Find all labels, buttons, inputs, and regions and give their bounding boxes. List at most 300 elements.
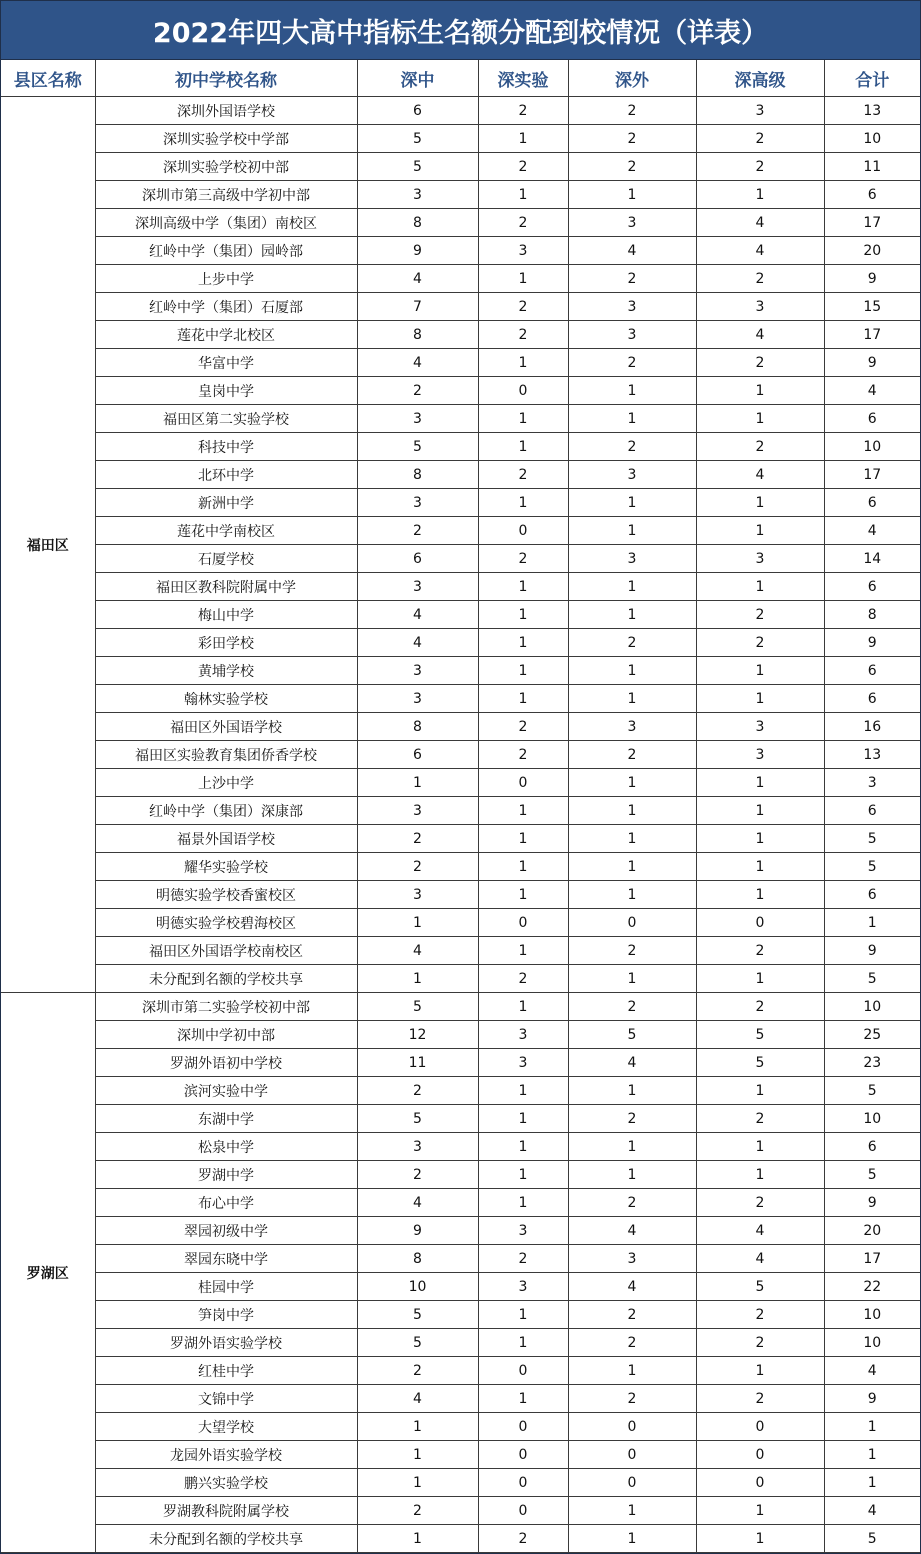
shenshiyan-cell: 1 <box>478 1189 568 1217</box>
shengaoji-cell: 5 <box>696 1273 824 1301</box>
total-cell: 6 <box>824 181 920 209</box>
table-row <box>1 993 920 1021</box>
table-row <box>1 125 920 153</box>
school-name-cell: 罗湖中学 <box>95 1161 357 1189</box>
shengaoji-cell: 2 <box>696 1189 824 1217</box>
total-cell: 6 <box>824 685 920 713</box>
shengaoji-cell: 4 <box>696 461 824 489</box>
school-name-cell: 深圳市第三高级中学初中部 <box>95 181 357 209</box>
total-cell: 10 <box>824 1301 920 1329</box>
shenshiyan-cell: 1 <box>478 1301 568 1329</box>
shengaoji-cell: 2 <box>696 125 824 153</box>
total-cell: 10 <box>824 1329 920 1357</box>
school-name-cell: 未分配到名额的学校共享 <box>95 1525 357 1553</box>
school-name-cell: 东湖中学 <box>95 1105 357 1133</box>
table-row <box>1 601 920 629</box>
table-row <box>1 1413 920 1441</box>
page-title: 2022年四大高中指标生名额分配到校情况（详表） <box>1 1 920 60</box>
school-name-cell: 新洲中学 <box>95 489 357 517</box>
table-row <box>1 377 920 405</box>
shenwai-cell: 2 <box>568 1301 696 1329</box>
shenzhong-cell: 4 <box>357 265 478 293</box>
table-row <box>1 1497 920 1525</box>
school-name-cell: 布心中学 <box>95 1189 357 1217</box>
shengaoji-cell: 5 <box>696 1021 824 1049</box>
school-name-cell: 石厦学校 <box>95 545 357 573</box>
shenshiyan-cell: 3 <box>478 1049 568 1077</box>
shengaoji-cell: 4 <box>696 237 824 265</box>
header-shenzhong: 深中 <box>357 60 478 97</box>
school-name-cell: 红岭中学（集团）石厦部 <box>95 293 357 321</box>
shenshiyan-cell: 2 <box>478 965 568 993</box>
shengaoji-cell: 2 <box>696 1385 824 1413</box>
shenshiyan-cell: 3 <box>478 1273 568 1301</box>
total-cell: 17 <box>824 209 920 237</box>
table-row <box>1 937 920 965</box>
shenwai-cell: 1 <box>568 573 696 601</box>
table-row <box>1 965 920 993</box>
shenwai-cell: 2 <box>568 937 696 965</box>
shenshiyan-cell: 1 <box>478 881 568 909</box>
shenwai-cell: 2 <box>568 265 696 293</box>
table-row <box>1 545 920 573</box>
school-name-cell: 罗湖教科院附属学校 <box>95 1497 357 1525</box>
school-name-cell: 梅山中学 <box>95 601 357 629</box>
shenzhong-cell: 8 <box>357 209 478 237</box>
total-cell: 1 <box>824 1441 920 1469</box>
total-cell: 11 <box>824 153 920 181</box>
school-name-cell: 松泉中学 <box>95 1133 357 1161</box>
total-cell: 6 <box>824 657 920 685</box>
school-name-cell: 科技中学 <box>95 433 357 461</box>
table-row <box>1 909 920 937</box>
shenshiyan-cell: 2 <box>478 1525 568 1553</box>
total-cell: 3 <box>824 769 920 797</box>
total-cell: 14 <box>824 545 920 573</box>
shengaoji-cell: 1 <box>696 1525 824 1553</box>
table-row <box>1 1525 920 1553</box>
shenshiyan-cell: 0 <box>478 1469 568 1497</box>
shengaoji-cell: 1 <box>696 1357 824 1385</box>
school-name-cell: 鹏兴实验学校 <box>95 1469 357 1497</box>
shengaoji-cell: 5 <box>696 1049 824 1077</box>
shenshiyan-cell: 0 <box>478 1441 568 1469</box>
shenwai-cell: 4 <box>568 1217 696 1245</box>
school-name-cell: 福田区外国语学校 <box>95 713 357 741</box>
shenzhong-cell: 3 <box>357 685 478 713</box>
quota-table <box>1 60 920 1553</box>
shengaoji-cell: 1 <box>696 377 824 405</box>
shengaoji-cell: 1 <box>696 965 824 993</box>
table-row <box>1 657 920 685</box>
table-row <box>1 1105 920 1133</box>
shenshiyan-cell: 1 <box>478 265 568 293</box>
table-row <box>1 237 920 265</box>
shenshiyan-cell: 1 <box>478 489 568 517</box>
total-cell: 10 <box>824 125 920 153</box>
school-name-cell: 红岭中学（集团）深康部 <box>95 797 357 825</box>
shenshiyan-cell: 2 <box>478 545 568 573</box>
shenshiyan-cell: 0 <box>478 1497 568 1525</box>
shenzhong-cell: 5 <box>357 153 478 181</box>
total-cell: 10 <box>824 433 920 461</box>
shenwai-cell: 2 <box>568 1105 696 1133</box>
shenshiyan-cell: 1 <box>478 853 568 881</box>
table-row <box>1 1301 920 1329</box>
total-cell: 10 <box>824 993 920 1021</box>
shengaoji-cell: 3 <box>696 293 824 321</box>
shenwai-cell: 1 <box>568 1497 696 1525</box>
shenzhong-cell: 2 <box>357 517 478 545</box>
school-name-cell: 罗湖外语初中学校 <box>95 1049 357 1077</box>
total-cell: 17 <box>824 461 920 489</box>
shenwai-cell: 3 <box>568 461 696 489</box>
school-name-cell: 华富中学 <box>95 349 357 377</box>
shengaoji-cell: 2 <box>696 265 824 293</box>
shenshiyan-cell: 2 <box>478 461 568 489</box>
total-cell: 4 <box>824 1497 920 1525</box>
shenzhong-cell: 1 <box>357 1469 478 1497</box>
shenshiyan-cell: 0 <box>478 517 568 545</box>
school-name-cell: 上沙中学 <box>95 769 357 797</box>
shenzhong-cell: 1 <box>357 965 478 993</box>
shenwai-cell: 2 <box>568 1329 696 1357</box>
total-cell: 5 <box>824 825 920 853</box>
shenshiyan-cell: 1 <box>478 993 568 1021</box>
total-cell: 5 <box>824 853 920 881</box>
shenshiyan-cell: 1 <box>478 1385 568 1413</box>
total-cell: 6 <box>824 573 920 601</box>
table-row <box>1 349 920 377</box>
total-cell: 6 <box>824 1133 920 1161</box>
shenwai-cell: 1 <box>568 1077 696 1105</box>
header-school: 初中学校名称 <box>95 60 357 97</box>
shengaoji-cell: 1 <box>696 405 824 433</box>
shengaoji-cell: 2 <box>696 1301 824 1329</box>
school-name-cell: 翠园初级中学 <box>95 1217 357 1245</box>
shenshiyan-cell: 0 <box>478 769 568 797</box>
shenzhong-cell: 4 <box>357 349 478 377</box>
shengaoji-cell: 2 <box>696 349 824 377</box>
shenshiyan-cell: 1 <box>478 937 568 965</box>
total-cell: 5 <box>824 965 920 993</box>
shenwai-cell: 4 <box>568 237 696 265</box>
shenwai-cell: 1 <box>568 853 696 881</box>
shenwai-cell: 1 <box>568 769 696 797</box>
shenwai-cell: 1 <box>568 825 696 853</box>
school-name-cell: 黄埔学校 <box>95 657 357 685</box>
shenzhong-cell: 2 <box>357 853 478 881</box>
school-name-cell: 罗湖外语实验学校 <box>95 1329 357 1357</box>
school-name-cell: 明德实验学校香蜜校区 <box>95 881 357 909</box>
shenwai-cell: 1 <box>568 1133 696 1161</box>
table-row <box>1 461 920 489</box>
table-row <box>1 853 920 881</box>
shengaoji-cell: 2 <box>696 937 824 965</box>
school-name-cell: 耀华实验学校 <box>95 853 357 881</box>
shenshiyan-cell: 1 <box>478 405 568 433</box>
school-name-cell: 莲花中学南校区 <box>95 517 357 545</box>
table-row <box>1 1133 920 1161</box>
table-row <box>1 685 920 713</box>
school-name-cell: 深圳实验学校中学部 <box>95 125 357 153</box>
shenzhong-cell: 4 <box>357 601 478 629</box>
table-row <box>1 517 920 545</box>
shenzhong-cell: 5 <box>357 125 478 153</box>
total-cell: 9 <box>824 629 920 657</box>
total-cell: 5 <box>824 1077 920 1105</box>
shenwai-cell: 3 <box>568 1245 696 1273</box>
school-name-cell: 滨河实验中学 <box>95 1077 357 1105</box>
header-district: 县区名称 <box>1 60 95 97</box>
school-name-cell: 深圳市第二实验学校初中部 <box>95 993 357 1021</box>
shengaoji-cell: 0 <box>696 1469 824 1497</box>
header-row <box>1 60 920 97</box>
table-row <box>1 489 920 517</box>
shenzhong-cell: 9 <box>357 1217 478 1245</box>
table-row <box>1 1441 920 1469</box>
table-row <box>1 321 920 349</box>
shenzhong-cell: 3 <box>357 489 478 517</box>
shenwai-cell: 3 <box>568 293 696 321</box>
shenwai-cell: 1 <box>568 965 696 993</box>
shenwai-cell: 1 <box>568 601 696 629</box>
shenwai-cell: 2 <box>568 741 696 769</box>
shenwai-cell: 1 <box>568 657 696 685</box>
total-cell: 9 <box>824 1385 920 1413</box>
school-name-cell: 红岭中学（集团）园岭部 <box>95 237 357 265</box>
shenshiyan-cell: 2 <box>478 153 568 181</box>
total-cell: 13 <box>824 741 920 769</box>
shengaoji-cell: 4 <box>696 1217 824 1245</box>
shenzhong-cell: 3 <box>357 657 478 685</box>
shenzhong-cell: 2 <box>357 1497 478 1525</box>
shengaoji-cell: 4 <box>696 321 824 349</box>
total-cell: 20 <box>824 237 920 265</box>
school-name-cell: 明德实验学校碧海校区 <box>95 909 357 937</box>
shengaoji-cell: 2 <box>696 433 824 461</box>
shenwai-cell: 1 <box>568 1161 696 1189</box>
school-name-cell: 深圳中学初中部 <box>95 1021 357 1049</box>
table-body <box>1 97 920 1553</box>
shenwai-cell: 2 <box>568 125 696 153</box>
shengaoji-cell: 2 <box>696 1329 824 1357</box>
shenwai-cell: 2 <box>568 433 696 461</box>
shengaoji-cell: 1 <box>696 797 824 825</box>
shenwai-cell: 2 <box>568 153 696 181</box>
total-cell: 6 <box>824 881 920 909</box>
table-row <box>1 1469 920 1497</box>
shenzhong-cell: 8 <box>357 1245 478 1273</box>
shenshiyan-cell: 2 <box>478 293 568 321</box>
table-row <box>1 573 920 601</box>
shenzhong-cell: 1 <box>357 1441 478 1469</box>
shenzhong-cell: 10 <box>357 1273 478 1301</box>
total-cell: 13 <box>824 97 920 125</box>
school-name-cell: 未分配到名额的学校共享 <box>95 965 357 993</box>
school-name-cell: 福田区实验教育集团侨香学校 <box>95 741 357 769</box>
shenwai-cell: 1 <box>568 489 696 517</box>
total-cell: 5 <box>824 1161 920 1189</box>
shenwai-cell: 2 <box>568 1385 696 1413</box>
shengaoji-cell: 1 <box>696 769 824 797</box>
school-name-cell: 福景外国语学校 <box>95 825 357 853</box>
shengaoji-cell: 1 <box>696 853 824 881</box>
shenzhong-cell: 2 <box>357 1161 478 1189</box>
shenshiyan-cell: 2 <box>478 741 568 769</box>
total-cell: 15 <box>824 293 920 321</box>
district-cell: 罗湖区 <box>1 993 95 1553</box>
school-name-cell: 翰林实验学校 <box>95 685 357 713</box>
table-row <box>1 1189 920 1217</box>
shenshiyan-cell: 1 <box>478 657 568 685</box>
shengaoji-cell: 1 <box>696 825 824 853</box>
shenshiyan-cell: 1 <box>478 1161 568 1189</box>
table-row <box>1 713 920 741</box>
total-cell: 9 <box>824 1189 920 1217</box>
school-name-cell: 福田区教科院附属中学 <box>95 573 357 601</box>
shengaoji-cell: 4 <box>696 1245 824 1273</box>
table-row <box>1 1021 920 1049</box>
total-cell: 10 <box>824 1105 920 1133</box>
shenwai-cell: 2 <box>568 629 696 657</box>
school-name-cell: 大望学校 <box>95 1413 357 1441</box>
table-row <box>1 181 920 209</box>
total-cell: 9 <box>824 265 920 293</box>
shengaoji-cell: 0 <box>696 1441 824 1469</box>
shenshiyan-cell: 1 <box>478 1105 568 1133</box>
shenzhong-cell: 8 <box>357 321 478 349</box>
shenshiyan-cell: 2 <box>478 713 568 741</box>
school-name-cell: 北环中学 <box>95 461 357 489</box>
shenwai-cell: 1 <box>568 405 696 433</box>
shenshiyan-cell: 2 <box>478 97 568 125</box>
total-cell: 4 <box>824 1357 920 1385</box>
shenshiyan-cell: 1 <box>478 1077 568 1105</box>
shenzhong-cell: 8 <box>357 713 478 741</box>
total-cell: 6 <box>824 797 920 825</box>
shenshiyan-cell: 2 <box>478 321 568 349</box>
shengaoji-cell: 3 <box>696 97 824 125</box>
shengaoji-cell: 2 <box>696 1105 824 1133</box>
total-cell: 9 <box>824 937 920 965</box>
table-row <box>1 405 920 433</box>
total-cell: 8 <box>824 601 920 629</box>
shengaoji-cell: 1 <box>696 181 824 209</box>
school-name-cell: 龙园外语实验学校 <box>95 1441 357 1469</box>
shenzhong-cell: 5 <box>357 1301 478 1329</box>
total-cell: 17 <box>824 321 920 349</box>
shenzhong-cell: 3 <box>357 797 478 825</box>
school-name-cell: 深圳外国语学校 <box>95 97 357 125</box>
table-row <box>1 1245 920 1273</box>
shengaoji-cell: 2 <box>696 629 824 657</box>
shengaoji-cell: 1 <box>696 517 824 545</box>
shengaoji-cell: 0 <box>696 1413 824 1441</box>
school-name-cell: 皇岗中学 <box>95 377 357 405</box>
shenwai-cell: 2 <box>568 349 696 377</box>
school-name-cell: 福田区第二实验学校 <box>95 405 357 433</box>
shenzhong-cell: 4 <box>357 1189 478 1217</box>
shengaoji-cell: 3 <box>696 713 824 741</box>
table-row <box>1 1077 920 1105</box>
header-total: 合计 <box>824 60 920 97</box>
shenshiyan-cell: 2 <box>478 1245 568 1273</box>
shenshiyan-cell: 0 <box>478 1357 568 1385</box>
shenwai-cell: 1 <box>568 685 696 713</box>
shenwai-cell: 1 <box>568 797 696 825</box>
shenzhong-cell: 4 <box>357 629 478 657</box>
shengaoji-cell: 1 <box>696 1497 824 1525</box>
table-row <box>1 1161 920 1189</box>
shenwai-cell: 0 <box>568 1413 696 1441</box>
shengaoji-cell: 1 <box>696 657 824 685</box>
shenwai-cell: 0 <box>568 1441 696 1469</box>
shenwai-cell: 2 <box>568 993 696 1021</box>
shengaoji-cell: 1 <box>696 1161 824 1189</box>
shenzhong-cell: 4 <box>357 1385 478 1413</box>
shenzhong-cell: 5 <box>357 993 478 1021</box>
shenwai-cell: 1 <box>568 181 696 209</box>
shengaoji-cell: 1 <box>696 881 824 909</box>
shengaoji-cell: 2 <box>696 993 824 1021</box>
table-row <box>1 797 920 825</box>
shengaoji-cell: 0 <box>696 909 824 937</box>
shenshiyan-cell: 1 <box>478 433 568 461</box>
shenzhong-cell: 1 <box>357 909 478 937</box>
shengaoji-cell: 3 <box>696 741 824 769</box>
shengaoji-cell: 3 <box>696 545 824 573</box>
shenwai-cell: 4 <box>568 1049 696 1077</box>
shenshiyan-cell: 1 <box>478 1329 568 1357</box>
shenzhong-cell: 6 <box>357 545 478 573</box>
shenzhong-cell: 1 <box>357 1525 478 1553</box>
shenzhong-cell: 8 <box>357 461 478 489</box>
shenshiyan-cell: 1 <box>478 629 568 657</box>
shenzhong-cell: 5 <box>357 1105 478 1133</box>
shenshiyan-cell: 1 <box>478 181 568 209</box>
total-cell: 6 <box>824 405 920 433</box>
shenzhong-cell: 3 <box>357 405 478 433</box>
table-row <box>1 1217 920 1245</box>
school-name-cell: 翠园东晓中学 <box>95 1245 357 1273</box>
table-row <box>1 1049 920 1077</box>
shenshiyan-cell: 1 <box>478 601 568 629</box>
shenshiyan-cell: 3 <box>478 1021 568 1049</box>
school-name-cell: 桂园中学 <box>95 1273 357 1301</box>
shenwai-cell: 3 <box>568 321 696 349</box>
shenshiyan-cell: 2 <box>478 209 568 237</box>
shenzhong-cell: 3 <box>357 1133 478 1161</box>
district-cell: 福田区 <box>1 97 95 993</box>
shenzhong-cell: 1 <box>357 1413 478 1441</box>
shenwai-cell: 1 <box>568 881 696 909</box>
shengaoji-cell: 2 <box>696 153 824 181</box>
shengaoji-cell: 4 <box>696 209 824 237</box>
total-cell: 23 <box>824 1049 920 1077</box>
shenzhong-cell: 9 <box>357 237 478 265</box>
shenzhong-cell: 3 <box>357 573 478 601</box>
table-row <box>1 153 920 181</box>
shenwai-cell: 2 <box>568 97 696 125</box>
school-name-cell: 上步中学 <box>95 265 357 293</box>
table-row <box>1 1273 920 1301</box>
table-row <box>1 881 920 909</box>
shenzhong-cell: 5 <box>357 433 478 461</box>
shenshiyan-cell: 0 <box>478 377 568 405</box>
total-cell: 20 <box>824 1217 920 1245</box>
header-shengaoji: 深高级 <box>696 60 824 97</box>
